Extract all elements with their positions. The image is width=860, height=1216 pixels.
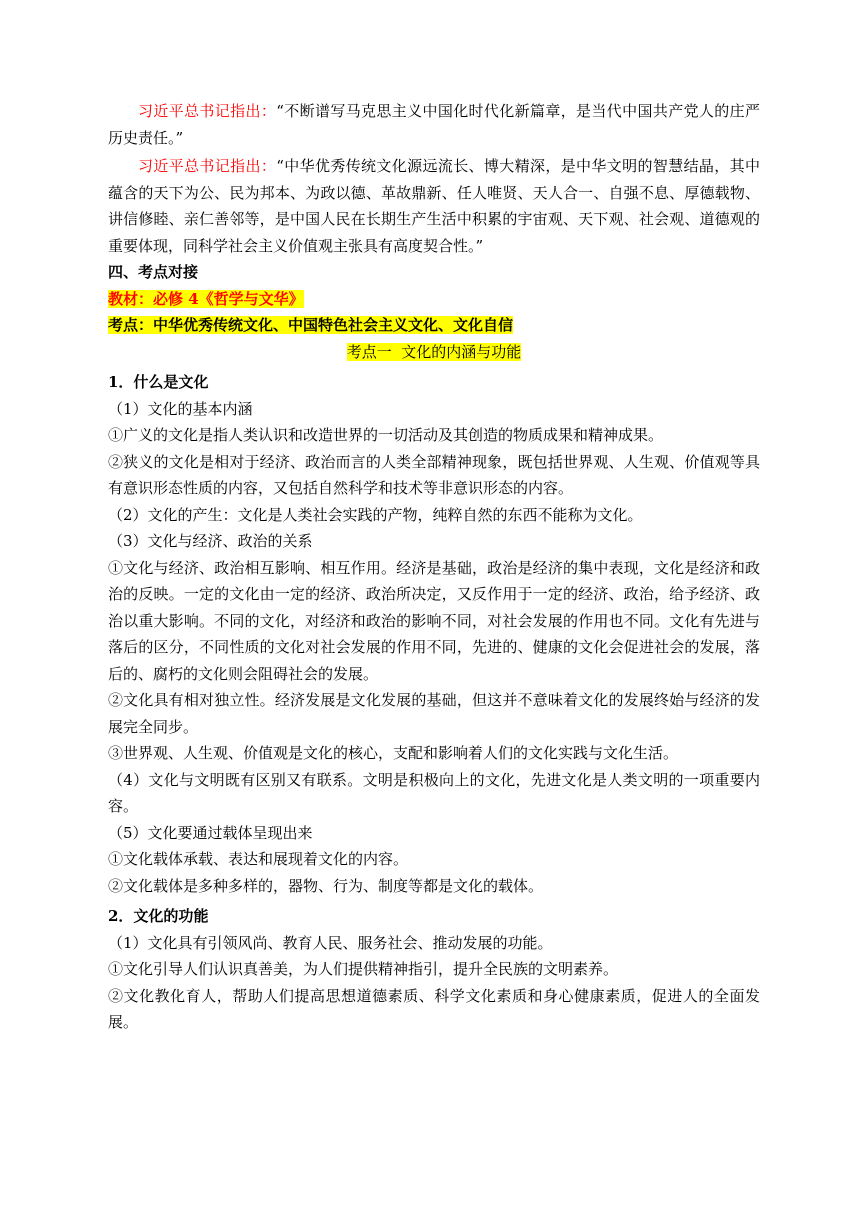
part1-line: ②文化载体是多种多样的，器物、行为、制度等都是文化的载体。 <box>108 876 544 895</box>
document-content <box>108 98 760 1036</box>
textbook-label-line <box>108 286 760 313</box>
part1-line: （3）文化与经济、政治的关系 <box>108 532 313 550</box>
exam-points-label: 考点：中华优秀传统文化、中国特色社会主义文化、文化自信 <box>108 316 514 334</box>
quote-text: “不断谱写马克思主义中国化时代化新篇章，是当代中国共产党人的庄严历史责任。” <box>108 102 760 147</box>
part2-line: ①文化引导人们认识真善美，为人们提供精神指引，提升全民族的文明素养。 <box>108 960 619 978</box>
part1-line: （2）文化的产生：文化是人类社会实践的产物，纯粹自然的东西不能称为文化。 <box>108 505 643 524</box>
part1-heading: 1．什么是文化 <box>108 373 209 391</box>
part1-line: ②文化具有相对独立性。经济发展是文化发展的基础，但这并不意味着文化的发展终始与经济的发展完全同步。 <box>108 691 760 736</box>
part1-line: （5）文化要通过载体呈现出来 <box>108 823 313 842</box>
quote-speaker: 习近平总书记指出： <box>138 102 277 120</box>
exam-points-line <box>108 312 760 339</box>
textbook-label: 教材：必修 4《哲学与文华》 <box>108 289 304 308</box>
part2-line: （1）文化具有引领风尚、教育人民、服务社会、推动发展的功能。 <box>108 933 553 952</box>
topic-title: 考点一 文化的内涵与功能 <box>346 342 522 361</box>
quote-paragraph <box>108 153 760 259</box>
part1-line: ③世界观、人生观、价值观是文化的核心，支配和影响着人们的文化实践与文化生活。 <box>108 744 679 762</box>
part1-line: （4）文化与文明既有区别又有联系。文明是积极向上的文化，先进文化是人类文明的一项重要内容。 <box>108 770 760 815</box>
quote-text: “中华优秀传统文化源远流长、博大精深，是中华文明的智慧结晶，其中蕴含的天下为公、民为邦本、为政以德、革故鼎新、任人唯贤、天人合一、自强不息、厚德载物、讲信修睦、亲仁善邻等，是中国人民在长期生产生活中积累的宇宙观、天下观、社会观、道德观的重要体现，同科学社会主义价值观主张具有高度契合性。” <box>108 157 760 255</box>
section-heading: 四、考点对接 <box>108 263 199 281</box>
quote-paragraph <box>108 98 760 151</box>
part2-line: ②文化教化育人，帮助人们提高思想道德素质、科学文化素质和身心健康素质，促进人的全面发展。 <box>108 986 760 1031</box>
part2-heading: 2．文化的功能 <box>108 907 209 925</box>
part1-line: ①文化与经济、政治相互影响、相互作用。经济是基础，政治是经济的集中表现，文化是经济和政治的反映。一定的文化由一定的经济、政治所决定，又反作用于一定的经济、政治，给予经济、政治以重大影响。不同的文化，对经济和政治的影响不同，对社会发展的作用也不同。文化有先进与落后的区分，不同性质的文化对社会发展的作用不同，先进的、健康的文化会促进社会的发展，落后的、腐朽的文化则会阻碍社会的发展。 <box>108 558 760 683</box>
part1-line: ①文化载体承载、表达和展现着文化的内容。 <box>108 850 409 868</box>
part1-line: ①广义的文化是指人类认识和改造世界的一切活动及其创造的物质成果和精神成果。 <box>108 426 664 444</box>
quote-speaker: 习近平总书记指出： <box>138 157 277 175</box>
part1-line: （1）文化的基本内涵 <box>108 399 253 418</box>
part1-line: ②狭义的文化是相对于经济、政治而言的人类全部精神现象，既包括世界观、人生观、价值观等具有意识形态性质的内容，又包括自然科学和技术等非意识形态的内容。 <box>108 452 760 497</box>
topic-title-line <box>108 339 760 366</box>
